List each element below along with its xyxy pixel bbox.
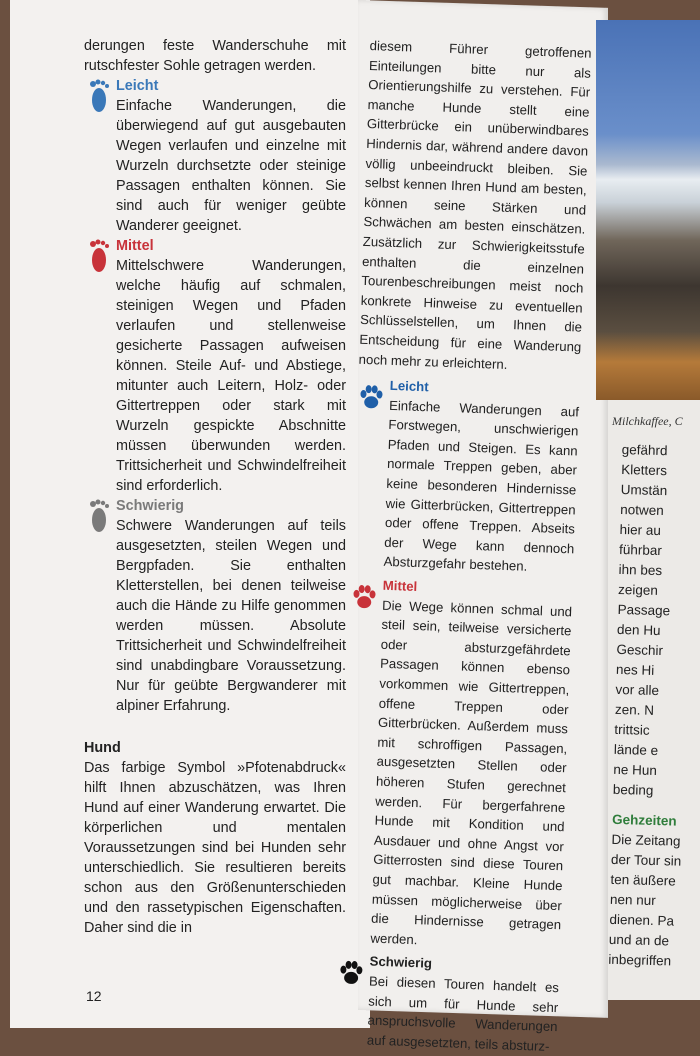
text-line: Kletters bbox=[621, 461, 668, 479]
text-line: dienen. Pa bbox=[609, 911, 675, 929]
paw-icon bbox=[350, 577, 379, 618]
level-hard-text: Schwere Wanderungen auf teils ausgesetzten, steilen Wegen und Bergpfaden. Sie enthalten Kletterstellen, bei denen teilweise auch die Hände zu Hilfe genommen werden müssen. Absolute Trittsicherheit und Schwindelfreiheit sind unabdingbare Voraussetzung. Nur für geübte Bergwanderer mit alpiner Erfahrung. bbox=[116, 518, 346, 714]
text-line: Umstän bbox=[620, 481, 668, 499]
level-hard-title: Schwierig bbox=[116, 498, 184, 514]
text-line: nes Hi bbox=[615, 661, 655, 678]
hund-text: Das farbige Symbol »Pfotenabdruck« hilft Ihnen abzuschätzen, was Ihren Hund auf einer Wanderung erwartet. Die körperlichen und mentalen Voraussetzungen sind bei Hunden sehr unterschiedlich. Sie resultieren bereits schon aus den Größenunterschieden und den rassetypischen Eigenschaften. Daher sind die in bbox=[84, 760, 346, 936]
mountain-photo bbox=[596, 20, 700, 400]
text-line: notwen bbox=[619, 501, 664, 519]
intro-text: derungen feste Wanderschuhe mit rutschfester Sohle getragen werden. bbox=[84, 38, 346, 74]
paw-icon bbox=[357, 377, 386, 418]
level-hard bbox=[84, 496, 346, 716]
level-medium-title: Mittel bbox=[116, 238, 154, 254]
page-number: 12 bbox=[86, 988, 102, 1004]
dog-level-easy-title: Leicht bbox=[389, 378, 429, 395]
level-medium bbox=[84, 236, 346, 496]
text-line: den Hu bbox=[616, 621, 661, 639]
text-line: Geschir bbox=[616, 641, 664, 659]
level-easy-text: Einfache Wanderungen, die überwiegend auf gut ausgebauten Wegen verlaufen und einzelne mit Wurzeln durchsetzte oder steinige Passagen enthalten können. Sie sind auch für weniger geübte Wanderer geeignet. bbox=[116, 98, 346, 234]
text-line: inbegriffen bbox=[608, 951, 672, 969]
dog-level-medium-text: Die Wege können schmal und steil sein, teilweise versicherte oder absturzgefährdete Passagen können ebenso vorkommen wie Gittertreppen, offene Treppen oder Gitterbrücken. Außerdem muss mit schroffigen Passagen, ausgesetzten Stellen oder höheren Stufen gerechnet werden. Für bergerfahrene Hunde mit Kondition und Ausdauer und ohne Angst vor Gitterrosten sind diese Touren gut machbar. Kleine Hunde müssen möglicherweise über die Hindernisse getragen werden. bbox=[370, 597, 573, 947]
dog-level-medium-title: Mittel bbox=[382, 577, 418, 595]
text-line: der Tour sin bbox=[610, 851, 682, 869]
paw-icon bbox=[337, 953, 366, 994]
dog-level-medium bbox=[338, 575, 573, 955]
text-line: nen nur bbox=[609, 891, 656, 909]
text-line: trittsic bbox=[614, 721, 650, 738]
left-column bbox=[84, 36, 346, 938]
text-line: ne Hun bbox=[613, 761, 658, 779]
section-heading-gehzeiten: Gehzeiten bbox=[611, 811, 677, 829]
text-line: und an de bbox=[608, 931, 670, 949]
dog-level-easy bbox=[351, 375, 580, 579]
middle-column bbox=[335, 36, 592, 1056]
text-line: gefährd bbox=[621, 441, 668, 459]
text-line: ihn bes bbox=[618, 561, 663, 579]
footprint-icon bbox=[84, 238, 112, 278]
text-line: führbar bbox=[618, 541, 663, 559]
section-heading-hund: Hund bbox=[84, 740, 121, 756]
dog-level-hard bbox=[335, 951, 560, 1056]
text-line: hier au bbox=[619, 521, 662, 539]
text-line: zen. N bbox=[614, 701, 655, 718]
text-line: zeigen bbox=[617, 581, 659, 598]
text-line: beding bbox=[612, 781, 654, 798]
dog-level-hard-text: Bei diesen Touren handelt es sich um für Hunde sehr anspruchsvolle Wanderungen auf ausgesetzten, teils absturz- bbox=[366, 973, 560, 1054]
dog-level-easy-text: Einfache Wanderungen auf Forstwegen, unschwierigen Pfaden und Steigen. Es kann normale Treppen geben, aber keine besonderen Hindernisse wie Gitterbrücken, Gittertreppen oder offene Treppen. Abseits der Wege kann dennoch Absturzgefahr bestehen. bbox=[383, 397, 580, 575]
level-medium-text: Mittelschwere Wanderungen, welche häufig auf schmalen, steinigen Wegen und Pfaden verlaufen und stellenweise gesicherte Passagen aufweisen können. Steile Auf- und Abstiege, mitunter auch Leitern, Holz- oder Gittertreppen oder stark mit Wurzeln gespickte Abschnitte müssen überwunden werden. Trittsicherheit und Schwindelfreiheit sind erforderlich. bbox=[116, 258, 346, 494]
text-line: Passage bbox=[617, 601, 671, 619]
footprint-icon bbox=[84, 78, 112, 118]
footprint-icon bbox=[84, 498, 112, 538]
text-line: vor alle bbox=[615, 681, 660, 699]
dog-level-hard-title: Schwierig bbox=[369, 953, 433, 972]
middle-intro-text: diesem Führer getroffenen Einteilungen bitte nur als Orientierungshilfe zu verstehen. Für manche Hunde stellt eine Gitterbrücke ein unüberwindbares Hindernis dar, während andere davon völlig unbeeindruckt bleiben. Sie selbst kennen Ihren Hund am besten, können seine Stärken und Schwächen am besten einschätzen. Zusätzlich zur Schwierigkeitsstufe enthalten die einzelnen Tourenbeschreibungen meist noch konkrete Hinweise zu eventuellen Schlüsselstellen, um Ihnen die Entscheidung für eine Wanderung noch mehr zu erleichtern. bbox=[358, 37, 592, 372]
text-line: Die Zeitang bbox=[611, 831, 681, 849]
right-column bbox=[608, 440, 700, 972]
text-line: ten äußere bbox=[610, 871, 676, 889]
text-line: lände e bbox=[613, 741, 659, 759]
level-easy bbox=[84, 76, 346, 236]
photo-caption: Milchkaffee, C bbox=[612, 414, 683, 428]
level-easy-title: Leicht bbox=[116, 78, 159, 94]
